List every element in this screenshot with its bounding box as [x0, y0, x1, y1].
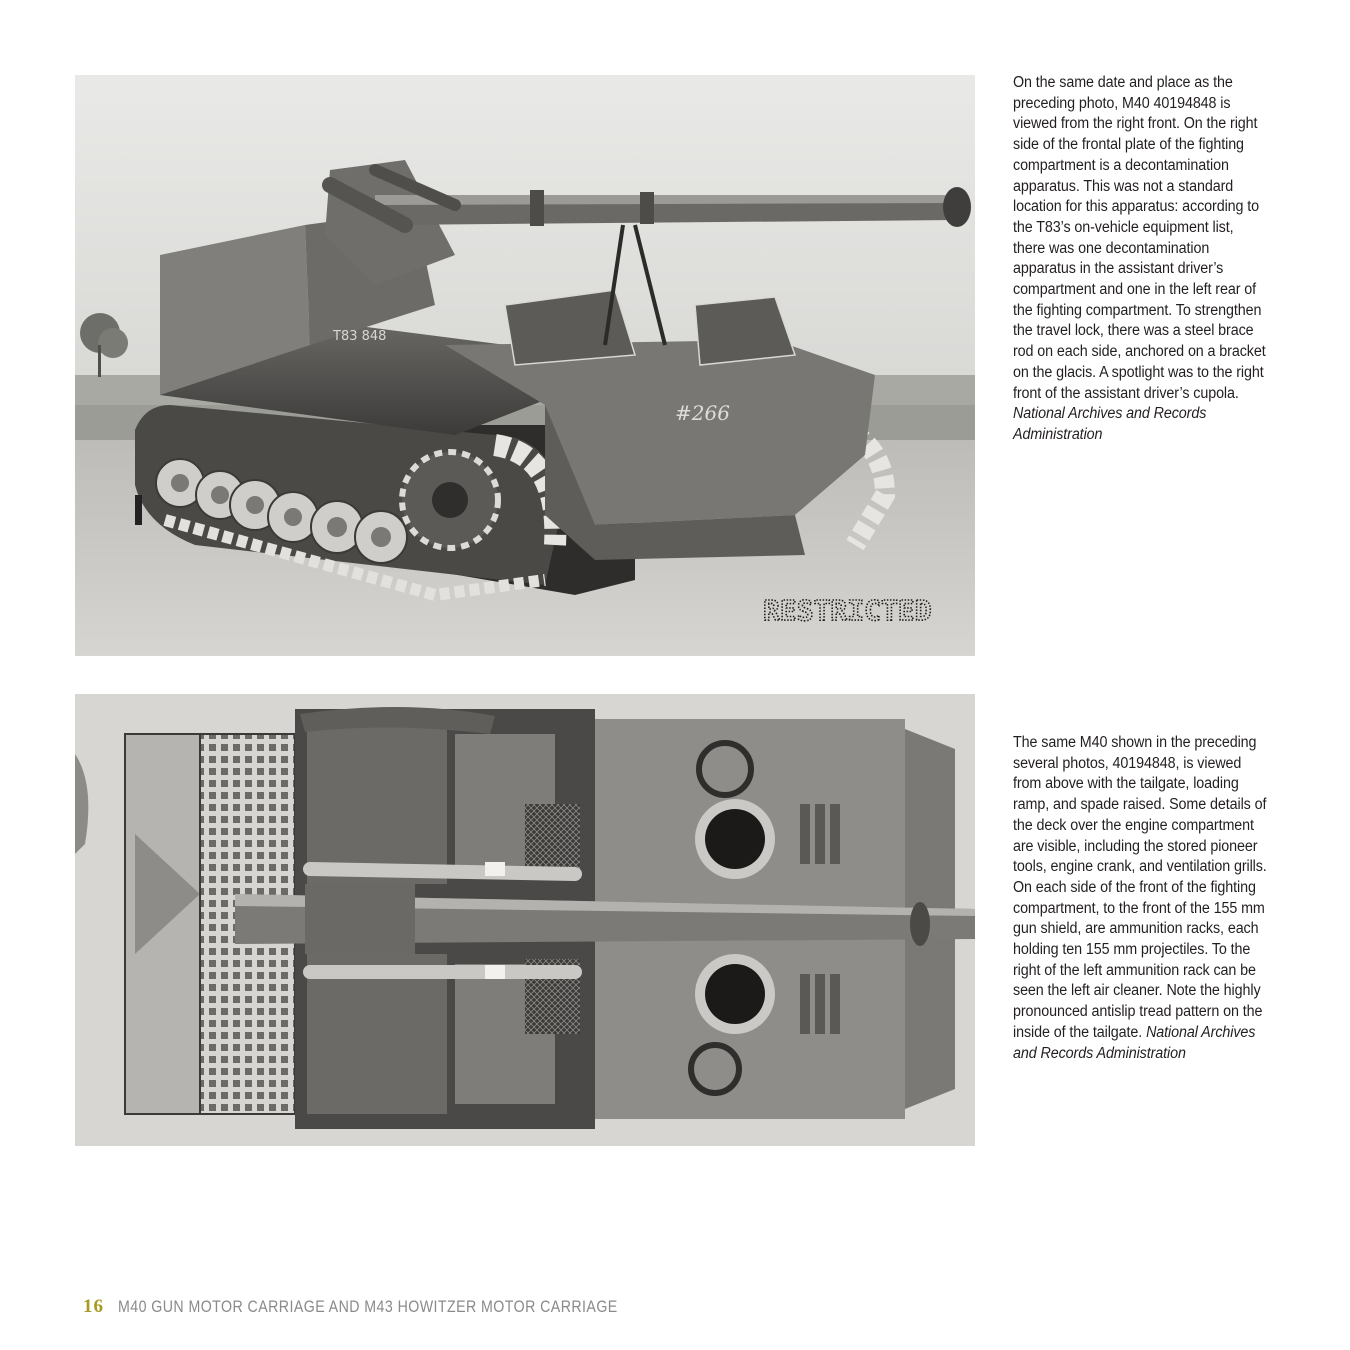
m40-overhead-photo	[75, 694, 975, 1146]
page-number: 16	[83, 1296, 104, 1317]
restricted-stamp: RESTRICTED	[763, 594, 932, 627]
page-footer	[83, 1296, 699, 1318]
caption-text: On the same date and place as the preceding photo, M40 40194848 is viewed from the right front. On the right side of the frontal plate of the fighting compartment is a decontamination apparatus. This was not a standard location for this apparatus: according to the T83’s on-vehicle equipment list, there was one decontamination apparatus in the assistant driver’s compartment and one in the left rear of the fighting compartment. To strengthen the travel lock, there was a steel brace rod on each side, anchored on a bracket on the glacis. A spotlight was to the right front of the assistant driver’s cupola.	[1013, 74, 1266, 402]
bow-marking: #266	[675, 401, 730, 425]
caption-text: The same M40 shown in the preceding several photos, 40194848, is viewed from above with the tailgate, loading ramp, and spade raised. Some details of the deck over the engine compartment are visible, including the stored pioneer tools, engine crank, and ventilation grills. On each side of the front of the fighting compartment, to the front of the 155 mm gun shield, are ammunition racks, each holding ten 155 mm projectiles. To the right of the left ammunition rack can be seen the left air cleaner. Note the highly pronounced antislip tread pattern on the inside of the tailgate.	[1013, 734, 1267, 1041]
m40-right-front-photo	[75, 75, 975, 656]
photo-credit: National Archives and Records Administration	[1013, 1023, 1256, 1062]
caption-overhead-view	[1013, 733, 1269, 1064]
m40-overhead-photo-drawing	[75, 694, 975, 1146]
photo-credit: National Archives and Records Administration	[1013, 405, 1207, 443]
vehicle-marking: T83 848	[333, 329, 387, 344]
caption-right-front-view	[1013, 73, 1269, 446]
running-title: M40 GUN MOTOR CARRIAGE AND M43 HOWITZER MOTOR CARRIAGE	[118, 1298, 618, 1316]
m40-right-front-photo-drawing	[75, 75, 975, 656]
